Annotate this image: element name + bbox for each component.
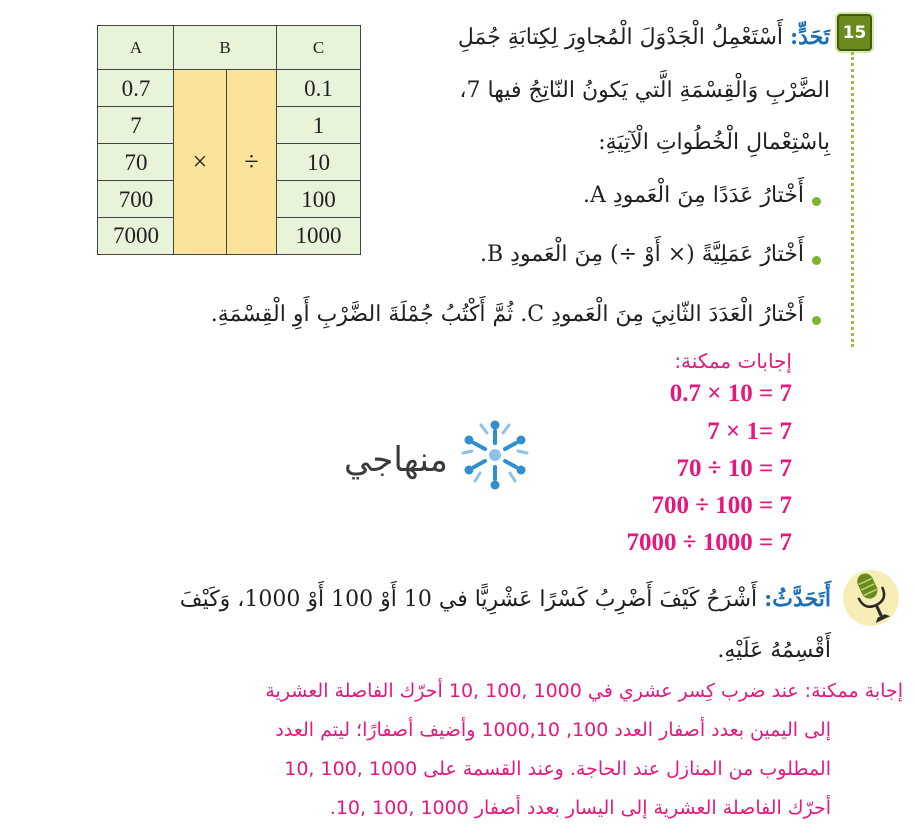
step-2: أَخْتارُ عَمَلِيَّةً (× أَوْ ÷) مِنَ الْعَمودِ B.: [480, 242, 804, 267]
question-label: تَحَدٍّ:: [790, 24, 830, 50]
cell-a-4: 700: [118, 186, 154, 212]
talk-line-1: [180, 586, 831, 612]
answer-equation-1: 0.7 × 10 = 7: [669, 380, 792, 407]
question-line-2: الضَّرْبِ وَالْقِسْمَةِ الَّتي يَكونُ النّاتِجُ فيها 7،: [459, 78, 830, 103]
answer-equation-3: 70 ÷ 10 = 7: [676, 455, 792, 482]
cell-a-3: 70: [124, 149, 148, 175]
answer-equation-2: 7 × 1= 7: [707, 418, 792, 445]
answers-label: إجابات ممكنة:: [674, 349, 792, 373]
snowflake-people-logo-icon: [455, 415, 535, 495]
talk-text-1: أَشْرَحُ كَيْفَ أَضْرِبُ كَسْرًا عَشْرِيًّا في 10 أَوْ 100 أَوْ 1000، وَكَيْفَ: [179, 587, 758, 612]
cell-a-1: 0.7: [121, 75, 151, 101]
question-text-1: أَسْتَعْمِلُ الْجَدْوَلَ الْمُجاوِرَ لِكِتابَةِ جُمَلِ: [457, 25, 783, 50]
microphone-icon: [846, 568, 898, 630]
logo-text: منهاجي: [344, 440, 448, 480]
talk-line-2: أَقْسِمُهُ عَلَيْهِ.: [717, 638, 831, 663]
step-3: أَخْتارُ الْعَدَدَ الثّانِيَ مِنَ الْعَمودِ C. ثُمَّ أَكْتُبُ جُمْلَةَ الضَّرْبِ أَوِ الْقِسْمَةِ.: [210, 302, 804, 327]
cell-a-2: 7: [130, 112, 142, 138]
cell-a-5: 7000: [113, 223, 159, 248]
cell-c-5: 1000: [295, 223, 342, 248]
answer-equation-4: 700 ÷ 100 = 7: [651, 492, 792, 519]
question-line-1: [458, 24, 830, 50]
question-number-badge: 15: [837, 14, 872, 51]
header-c: C: [312, 38, 325, 57]
step-bullet-2: [812, 256, 821, 265]
cell-c-4: 100: [301, 186, 336, 212]
operations-table: [97, 25, 361, 255]
divide-operation: ÷: [244, 147, 259, 176]
step-bullet-1: [812, 197, 821, 206]
header-b: B: [219, 38, 231, 57]
question-line-3: بِاسْتِعْمالِ الْخُطُواتِ الْآتِيَةِ:: [598, 130, 830, 155]
cell-c-1: 0.1: [304, 75, 333, 101]
talk-answer-line-4: أحرّك الفاصلة العشرية إلى اليسار بعدد أصفار 1000 ,100 ,10.: [329, 797, 831, 819]
step-1: أَخْتارُ عَدَدًا مِنَ الْعَمودِ A.: [583, 183, 804, 208]
step-bullet-3: [812, 316, 821, 325]
cell-c-2: 1: [312, 112, 325, 138]
multiply-operation: ×: [192, 147, 208, 176]
header-a: A: [129, 38, 143, 57]
talk-answer-line-1: إجابة ممكنة: عند ضرب كِسر عشري في 1000 ,100 ,10 أحرّك الفاصلة العشرية: [265, 680, 903, 702]
talk-answer-line-2: إلى اليمين بعدد أصفار العدد 100, 1000,10 وأضيف أصفارًا؛ ليتم العدد: [275, 719, 831, 741]
talk-answer-line-3: المطلوب من المنازل عند الحاجة. وعند القسمة على 1000 ,100 ,10: [284, 758, 831, 780]
cell-c-3: 10: [307, 149, 330, 175]
talk-label: أَتَحَدَّثُ:: [764, 586, 831, 612]
dotted-divider: [851, 52, 854, 347]
answer-equation-5: 7000 ÷ 1000 = 7: [626, 529, 792, 556]
